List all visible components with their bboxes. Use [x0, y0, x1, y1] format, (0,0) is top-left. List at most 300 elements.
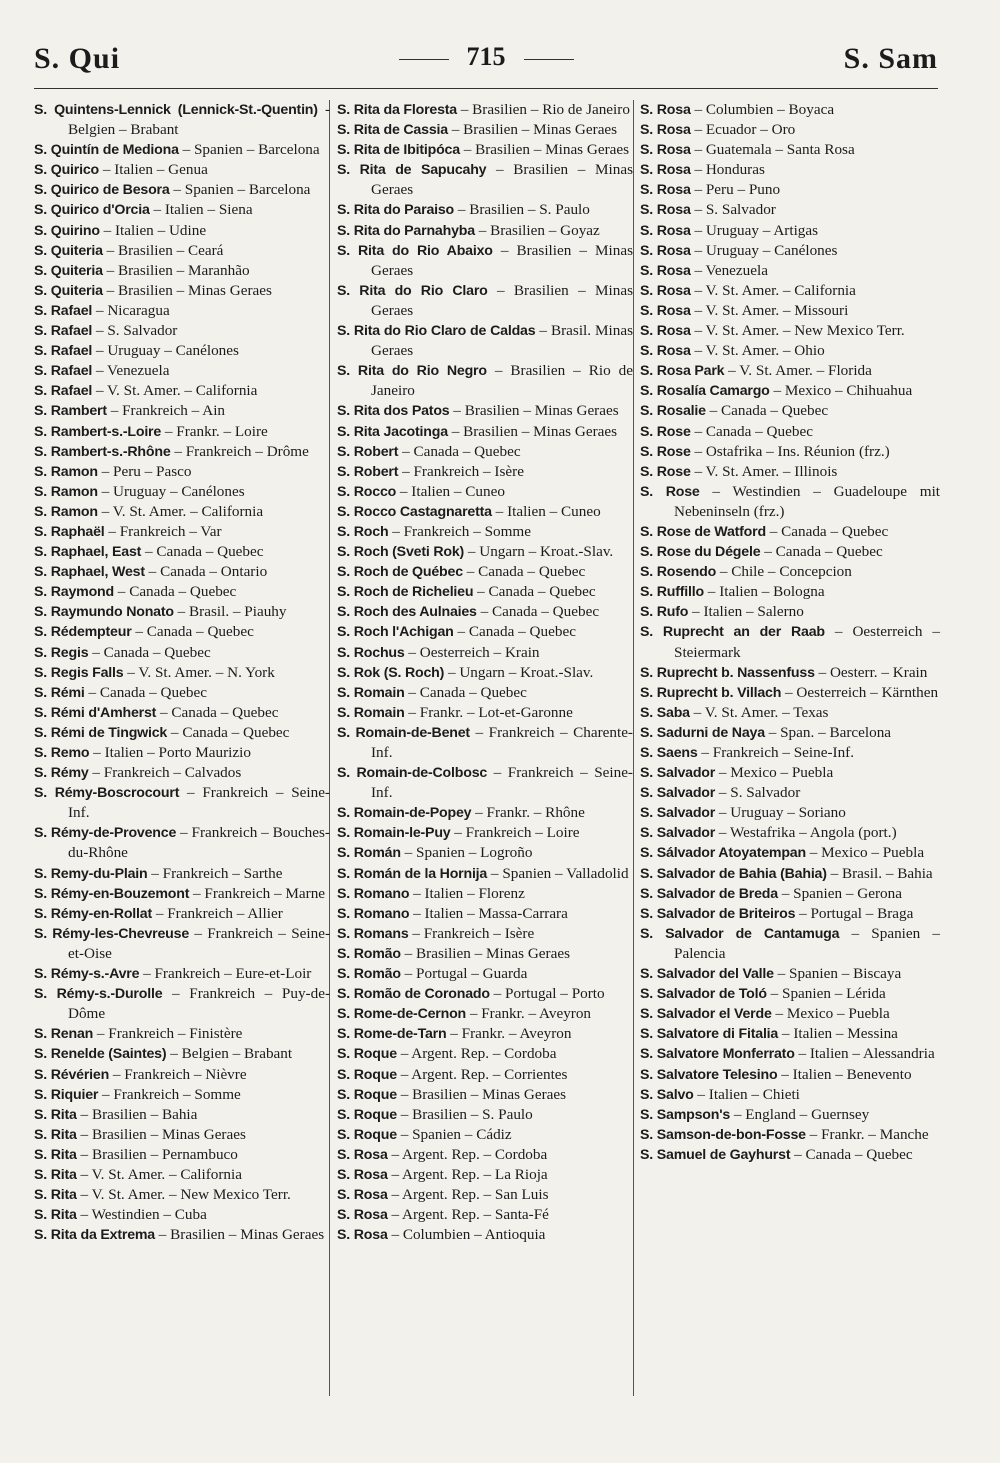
- place-location: – Chile – Concepcion: [719, 563, 852, 581]
- place-location: – Spanien – Barcelona: [182, 141, 320, 159]
- place-location: – Frankreich – Charente-Inf.: [371, 723, 633, 761]
- place-location: – V. St. Amer. – Florida: [728, 362, 872, 380]
- gazetteer-entry: [34, 1165, 330, 1185]
- gazetteer-entry: [337, 823, 633, 843]
- place-location: – Canada – Quebec: [466, 563, 586, 581]
- gazetteer-entry: [34, 140, 330, 160]
- place-location: – Frankreich – Eure-et-Loir: [143, 965, 312, 983]
- gazetteer-entry: [337, 904, 633, 924]
- place-name: S. Rochus: [337, 644, 405, 661]
- place-location: – Frankreich – Ain: [110, 402, 226, 420]
- place-location: – Guatemala – Santa Rosa: [694, 141, 855, 159]
- place-location: – Italien – Udine: [103, 221, 207, 239]
- place-location: – Frankr. – Manche: [809, 1125, 929, 1143]
- gazetteer-entry: [34, 663, 330, 683]
- place-name: S. Romans: [337, 925, 409, 942]
- gazetteer-entry: [337, 542, 633, 562]
- gazetteer-entry: [337, 723, 633, 763]
- place-location: – Frankreich – Calvados: [92, 764, 242, 782]
- place-location: – Frankreich – Bouches-du-Rhône: [68, 824, 330, 862]
- place-location: – Brasilien – Minas Geraes: [451, 422, 618, 440]
- place-location: – Spanien – Palencia: [674, 924, 940, 962]
- page-number-wrap: [34, 42, 938, 72]
- place-name: S. Rose du Dégele: [640, 544, 761, 561]
- place-name: S. Salvador: [640, 805, 716, 822]
- place-location: – Oesterr. – Krain: [818, 663, 928, 681]
- place-name: S. Rafael: [34, 302, 93, 319]
- header-rule: [34, 88, 938, 89]
- place-location: – Brasilien – Minas Geraes: [158, 1226, 325, 1244]
- place-location: – Canada – Quebec: [145, 543, 264, 561]
- place-name: S. Ramon: [34, 463, 98, 480]
- place-name: S. Quintens-Lennick (Lennick-St.-Quentin): [34, 102, 318, 118]
- gazetteer-entry: [337, 1145, 633, 1165]
- place-location: – Italien – Siena: [153, 201, 253, 219]
- place-name: S. Raphaël: [34, 523, 105, 540]
- place-location: – Canada – Quebec: [764, 543, 883, 561]
- gazetteer-entry: [34, 221, 330, 241]
- place-name: S. Rosa: [640, 302, 691, 319]
- place-location: – Spanien – Gerona: [781, 884, 902, 902]
- place-name: S. Rita da Floresta: [337, 102, 457, 118]
- place-location: – Canada – Quebec: [159, 703, 279, 721]
- place-location: – Uruguay – Canélones: [694, 241, 838, 259]
- place-location: – Italien – Massa-Carrara: [413, 904, 568, 922]
- dash-right: [524, 59, 574, 60]
- gazetteer-entry: [34, 763, 330, 783]
- place-name: S. Rita de Cassia: [337, 122, 448, 139]
- place-name: S. Rosa: [337, 1166, 388, 1183]
- place-name: S. Rita do Rio Claro de Caldas: [337, 323, 536, 340]
- gazetteer-entry: [640, 783, 940, 803]
- gazetteer-entry: [337, 984, 633, 1004]
- place-location: – S. Salvador: [694, 201, 776, 219]
- gazetteer-entry: [337, 1125, 633, 1145]
- gazetteer-entry: [640, 562, 940, 582]
- place-location: – Ostafrika – Ins. Réunion (frz.): [694, 442, 890, 460]
- place-name: S. Rita Jacotinga: [337, 423, 448, 440]
- place-name: S. Salvador: [640, 825, 716, 842]
- place-name: S. Roque: [337, 1106, 397, 1123]
- gazetteer-entry: [34, 341, 330, 361]
- place-location: – Canada – Quebec: [480, 603, 600, 621]
- place-name: S. Samson-de-bon-Fosse: [640, 1126, 806, 1143]
- place-name: S. Sálvador Atoyatempan: [640, 845, 806, 862]
- place-location: – Frankreich – Drôme: [174, 442, 309, 460]
- place-location: – Frankreich – Nièvre: [112, 1065, 247, 1083]
- place-location: – Italien – Chieti: [697, 1085, 800, 1103]
- place-name: S. Rita dos Patos: [337, 403, 450, 420]
- place-location: – Nicaragua: [95, 301, 170, 319]
- gazetteer-entry: [337, 140, 633, 160]
- gazetteer-entry: [34, 361, 330, 381]
- gazetteer-entry: [34, 1105, 330, 1125]
- gazetteer-entry: [337, 1165, 633, 1185]
- place-name: S. Robert: [337, 463, 399, 480]
- gazetteer-entry: [34, 622, 330, 642]
- gazetteer-entry: [34, 1145, 330, 1165]
- gazetteer-entry: [640, 180, 940, 200]
- place-name: S. Rome-de-Cernon: [337, 1006, 467, 1023]
- column-divider: [633, 100, 634, 1396]
- place-name: S. Romão de Coronado: [337, 986, 490, 1003]
- place-location: – Brasil. – Bahia: [830, 864, 933, 882]
- place-location: – Frankreich – Somme: [392, 522, 531, 540]
- place-location: – Italien – Cuneo: [399, 482, 505, 500]
- place-name: S. Rosalie: [640, 403, 706, 420]
- place-name: S. Saba: [640, 704, 690, 721]
- place-name: S. Román: [337, 845, 401, 862]
- gazetteer-entry: [337, 1185, 633, 1205]
- place-name: S. Rosa: [640, 102, 691, 118]
- place-location: – Argent. Rep. – Cordoba: [400, 1045, 557, 1063]
- gazetteer-entry: [34, 522, 330, 542]
- place-name: S. Rose: [640, 423, 691, 440]
- place-name: S. Raphael, East: [34, 544, 142, 561]
- place-location: – Argent. Rep. – San Luis: [391, 1186, 549, 1204]
- gazetteer-entry: [337, 622, 633, 642]
- place-location: – Oesterreich – Kärnthen: [785, 683, 939, 701]
- place-location: – Brasilien – Rio de Janeiro: [460, 101, 630, 118]
- place-name: S. Rosa: [640, 162, 691, 179]
- place-location: – Canada – Quebec: [457, 623, 576, 641]
- gazetteer-entry: [337, 1004, 633, 1024]
- place-name: S. Raymond: [34, 584, 114, 601]
- place-name: S. Romain: [337, 684, 405, 701]
- place-name: S. Rita de Ibitipóca: [337, 142, 460, 159]
- place-name: S. Rita: [34, 1187, 77, 1204]
- place-name: S. Regis Falls: [34, 664, 124, 681]
- place-location: – Argent. Rep. – Santa-Fé: [391, 1206, 549, 1224]
- place-name: S. Rosa: [640, 343, 691, 360]
- place-location: – Canada – Quebec: [92, 643, 211, 661]
- place-location: – Uruguay – Canélones: [101, 482, 245, 500]
- place-location: – Spanien – Logroño: [404, 844, 533, 862]
- place-location: – England – Guernsey: [733, 1105, 870, 1123]
- place-name: S. Rosa: [640, 182, 691, 199]
- place-location: – V. St. Amer. – California: [101, 502, 264, 520]
- place-name: S. Rita do Rio Negro: [337, 363, 487, 380]
- place-location: – Canada – Quebec: [477, 583, 596, 601]
- place-name: S. Renelde (Saintes): [34, 1046, 167, 1063]
- place-location: – Brasilien – Goyaz: [478, 221, 600, 239]
- place-name: S. Samuel de Gayhurst: [640, 1146, 791, 1163]
- gazetteer-entry: [640, 803, 940, 823]
- place-name: S. Roch (Sveti Rok): [337, 544, 465, 561]
- gazetteer-entry: [640, 1105, 940, 1125]
- gazetteer-entry: [640, 361, 940, 381]
- place-name: S. Quiteria: [34, 242, 103, 259]
- place-name: S. Ruprecht an der Raab: [640, 624, 825, 641]
- place-location: – Ungarn – Kroat.-Slav.: [447, 663, 594, 681]
- place-name: S. Remo: [34, 745, 90, 761]
- place-name: S. Salvatore Telesino: [640, 1066, 778, 1083]
- place-name: S. Rafael: [34, 343, 93, 360]
- place-location: – V. St. Amer. – New Mexico Terr.: [694, 322, 905, 340]
- place-name: S. Rita: [34, 1146, 77, 1163]
- gazetteer-entry: [337, 200, 633, 220]
- place-name: S. Salvador: [640, 765, 716, 782]
- gazetteer-entry: [34, 683, 330, 703]
- gazetteer-entry: [640, 723, 940, 743]
- place-name: S. Ruprecht b. Nassenfuss: [640, 664, 815, 681]
- place-name: S. Rita do Paraiso: [337, 202, 455, 219]
- place-name: S. Rémy-en-Bouzemont: [34, 885, 190, 902]
- gazetteer-entry: [337, 602, 633, 622]
- place-name: S. Rosa: [337, 1146, 388, 1163]
- gazetteer-entry: [640, 582, 940, 602]
- gazetteer-entry: [640, 743, 940, 763]
- place-location: – Canada – Quebec: [694, 422, 813, 440]
- place-location: – Ecuador – Oro: [694, 121, 796, 139]
- gazetteer-entry: [640, 864, 940, 884]
- place-location: – Canada – Quebec: [408, 683, 527, 701]
- place-location: – Brasilien – S. Paulo: [457, 201, 590, 219]
- place-location: – Canada – Quebec: [402, 442, 521, 460]
- place-location: – Argent. Rep. – Cordoba: [391, 1145, 548, 1163]
- place-location: – Frankreich – Loire: [454, 824, 580, 842]
- place-location: – Venezuela: [694, 261, 768, 279]
- place-location: – Italien – Genua: [102, 161, 208, 179]
- place-name: S. Romão: [337, 966, 401, 983]
- place-name: S. Roque: [337, 1046, 397, 1063]
- place-location: – Canada – Quebec: [135, 623, 254, 641]
- place-name: S. Romão: [337, 945, 401, 962]
- place-location: – Portugal – Guarda: [404, 965, 528, 983]
- place-location: – Portugal – Braga: [799, 904, 914, 922]
- gazetteer-entry: [34, 864, 330, 884]
- place-location: – Frankreich – Isère: [412, 924, 535, 942]
- gazetteer-entry: [640, 703, 940, 723]
- place-location: – Brasilien – Maranhão: [106, 261, 250, 279]
- gazetteer-entry: [337, 401, 633, 421]
- place-name: S. Quiteria: [34, 282, 103, 299]
- place-name: S. Quirino: [34, 222, 100, 239]
- place-location: - Belgien – Brabant: [68, 101, 331, 139]
- gazetteer-entry: [640, 964, 940, 984]
- place-name: S. Roque: [337, 1066, 397, 1083]
- place-name: S. Roch l'Achigan: [337, 624, 454, 641]
- place-name: S. Rita de Sapucahy: [337, 162, 487, 179]
- place-location: – Brasilien – S. Paulo: [400, 1105, 533, 1123]
- place-name: S. Rose: [640, 463, 691, 480]
- gazetteer-entry: [337, 281, 633, 321]
- place-location: – V. St. Amer. – Missouri: [694, 301, 849, 319]
- place-location: – V. St. Amer. – California: [694, 281, 856, 299]
- place-location: – Frankreich – Seine-Inf.: [371, 764, 633, 802]
- gazetteer-entry: [34, 321, 330, 341]
- gazetteer-entry: [337, 582, 633, 602]
- gazetteer-entry: [34, 984, 330, 1024]
- gazetteer-entry: [34, 582, 330, 602]
- column-2: [337, 100, 633, 1245]
- gazetteer-entry: [640, 1125, 940, 1145]
- place-location: – Italien – Messina: [781, 1025, 898, 1043]
- place-location: – Brasilien – Minas Geraes: [106, 281, 272, 299]
- place-name: S. Romain-de-Colbosc: [337, 765, 488, 782]
- place-location: – Canada – Quebec: [117, 583, 237, 601]
- place-name: S. Quintín de Mediona: [34, 142, 179, 159]
- gazetteer-entry: [640, 1024, 940, 1044]
- place-location: – Argent. Rep. – La Rioja: [391, 1165, 548, 1183]
- place-location: – Columbien – Antioquia: [391, 1226, 546, 1244]
- gazetteer-entry: [337, 803, 633, 823]
- place-location: – Brasilien – Minas Geraes: [463, 141, 630, 159]
- gazetteer-entry: [34, 301, 330, 321]
- place-location: – Brasilien – Minas Geraes: [404, 944, 570, 962]
- place-name: S. Rambert-s.-Rhône: [34, 443, 171, 460]
- gazetteer-entry: [337, 884, 633, 904]
- gazetteer-entry: [337, 1044, 633, 1064]
- gazetteer-entry: [34, 542, 330, 562]
- place-name: S. Remy-du-Plain: [34, 865, 148, 882]
- gazetteer-entry: [337, 1105, 633, 1125]
- place-location: – Uruguay – Soriano: [718, 804, 846, 822]
- place-location: – Italien – Salerno: [692, 603, 804, 621]
- place-name: S. Roque: [337, 1086, 397, 1103]
- gazetteer-entry: [34, 401, 330, 421]
- gazetteer-entry: [34, 261, 330, 281]
- gazetteer-entry: [337, 1085, 633, 1105]
- place-location: – Peru – Puno: [694, 181, 781, 199]
- gazetteer-entry: [337, 1225, 633, 1245]
- place-name: S. Rita: [34, 1207, 77, 1224]
- place-name: S. Rose: [640, 483, 700, 500]
- place-location: – Canada – Quebec: [170, 723, 290, 741]
- place-location: – Peru – Pasco: [101, 462, 192, 480]
- gazetteer-entry: [640, 622, 940, 662]
- place-name: S. Quirico: [34, 162, 100, 179]
- place-location: – Frankr. – Aveyron: [450, 1025, 572, 1043]
- place-name: S. Rédempteur: [34, 624, 132, 641]
- place-location: – Spanien – Lérida: [770, 985, 886, 1003]
- place-name: S. Rosendo: [640, 564, 717, 581]
- place-location: – Portugal – Porto: [493, 985, 605, 1003]
- gazetteer-entry: [34, 160, 330, 180]
- gazetteer-entry: [34, 482, 330, 502]
- gazetteer-entry: [640, 1065, 940, 1085]
- place-name: S. Raymundo Nonato: [34, 604, 174, 621]
- place-location: – Mexico – Chihuahua: [773, 382, 913, 400]
- gazetteer-entry: [337, 442, 633, 462]
- gazetteer-entry: [640, 100, 940, 120]
- place-location: – Canada – Ontario: [148, 563, 268, 581]
- place-location: – Canada – Quebec: [769, 522, 889, 540]
- column-1: [34, 100, 330, 1245]
- gazetteer-entry: [34, 1024, 330, 1044]
- gazetteer-entry: [34, 1065, 330, 1085]
- place-location: – V. St. Amer. – Illinois: [694, 462, 838, 480]
- place-location: – Uruguay – Canélones: [95, 342, 239, 360]
- gazetteer-entry: [337, 843, 633, 863]
- place-name: S. Rambert: [34, 403, 107, 420]
- gazetteer-entry: [640, 904, 940, 924]
- gazetteer-entry: [337, 964, 633, 984]
- place-name: S. Ruffillo: [640, 584, 704, 601]
- place-name: S. Ramon: [34, 483, 98, 500]
- gazetteer-entry: [337, 643, 633, 663]
- place-location: – Brasilien – Minas Geraes: [400, 1085, 567, 1103]
- place-location: – Frankreich – Var: [108, 522, 222, 540]
- gazetteer-entry: [640, 1044, 940, 1064]
- place-location: – Brasilien – Minas Geraes: [451, 121, 618, 139]
- place-name: S. Rosa: [640, 202, 691, 219]
- gazetteer-entry: [34, 884, 330, 904]
- place-location: – Italien – Porto Maurizio: [93, 744, 251, 761]
- gazetteer-entry: [34, 703, 330, 723]
- gazetteer-entry: [337, 100, 633, 120]
- place-location: – Frankreich – Sarthe: [151, 864, 283, 882]
- place-name: S. Rosa: [640, 323, 691, 340]
- gazetteer-entry: [34, 643, 330, 663]
- place-location: – Frankreich – Allier: [155, 904, 283, 922]
- place-name: S. Rémy: [34, 765, 89, 782]
- gazetteer-entry: [640, 462, 940, 482]
- place-location: – Brasilien – Minas Geraes: [453, 402, 619, 420]
- gazetteer-entry: [337, 864, 633, 884]
- place-name: S. Rita do Parnahyba: [337, 222, 475, 239]
- gazetteer-entry: [34, 904, 330, 924]
- place-name: S. Sampson's: [640, 1106, 731, 1123]
- place-location: – V. St. Amer. – New Mexico Terr.: [80, 1186, 291, 1204]
- running-head-right: S. Sam: [843, 42, 938, 75]
- place-location: – Canada – Quebec: [88, 683, 207, 701]
- place-location: – Mexico – Puebla: [809, 844, 925, 862]
- place-name: S. Rémi de Tingwick: [34, 724, 168, 741]
- gazetteer-entry: [337, 663, 633, 683]
- place-location: – Honduras: [694, 161, 765, 179]
- place-location: – Frankr. – Loire: [164, 422, 268, 440]
- gazetteer-entry: [640, 984, 940, 1004]
- place-name: S. Rita da Extrema: [34, 1227, 155, 1244]
- gazetteer-entry: [34, 1185, 330, 1205]
- place-location: – Frankreich – Seine-Inf.: [68, 784, 330, 822]
- place-name: S. Rémy-s.-Avre: [34, 966, 140, 983]
- page-number: 715: [466, 42, 506, 71]
- place-location: – V. St. Amer. – Texas: [693, 703, 829, 721]
- gazetteer-entry: [337, 1065, 633, 1085]
- place-name: S. Rosalía Camargo: [640, 383, 770, 400]
- place-name: S. Roch de Richelieu: [337, 584, 474, 601]
- place-name: S. Rosa: [640, 142, 691, 159]
- gazetteer-entry: [640, 200, 940, 220]
- place-name: S. Rome-de-Tarn: [337, 1026, 447, 1043]
- place-location: – Canada – Quebec: [794, 1145, 913, 1163]
- gazetteer-entry: [640, 261, 940, 281]
- gazetteer-entry: [337, 703, 633, 723]
- place-location: – Spanien – Valladolid: [490, 864, 629, 882]
- place-name: S. Rok (S. Roch): [337, 664, 445, 681]
- place-location: – Frankreich – Puy-de-Dôme: [68, 985, 331, 1023]
- gazetteer-entry: [640, 602, 940, 622]
- gazetteer-entry: [34, 462, 330, 482]
- gazetteer-entry: [337, 522, 633, 542]
- gazetteer-entry: [640, 241, 940, 261]
- gazetteer-entry: [34, 442, 330, 462]
- place-name: S. Rafael: [34, 323, 93, 340]
- gazetteer-entry: [34, 1125, 330, 1145]
- place-name: S. Quiteria: [34, 262, 103, 279]
- place-location: – Brasilien – Minas Geraes: [80, 1125, 246, 1143]
- gazetteer-entry: [640, 924, 940, 964]
- gazetteer-entry: [640, 884, 940, 904]
- gazetteer-entry: [337, 422, 633, 442]
- gazetteer-entry: [34, 783, 330, 823]
- place-name: S. Riquier: [34, 1086, 99, 1103]
- place-name: S. Rosa: [640, 282, 691, 299]
- place-name: S. Romain-de-Popey: [337, 805, 472, 822]
- gazetteer-entry: [34, 924, 330, 964]
